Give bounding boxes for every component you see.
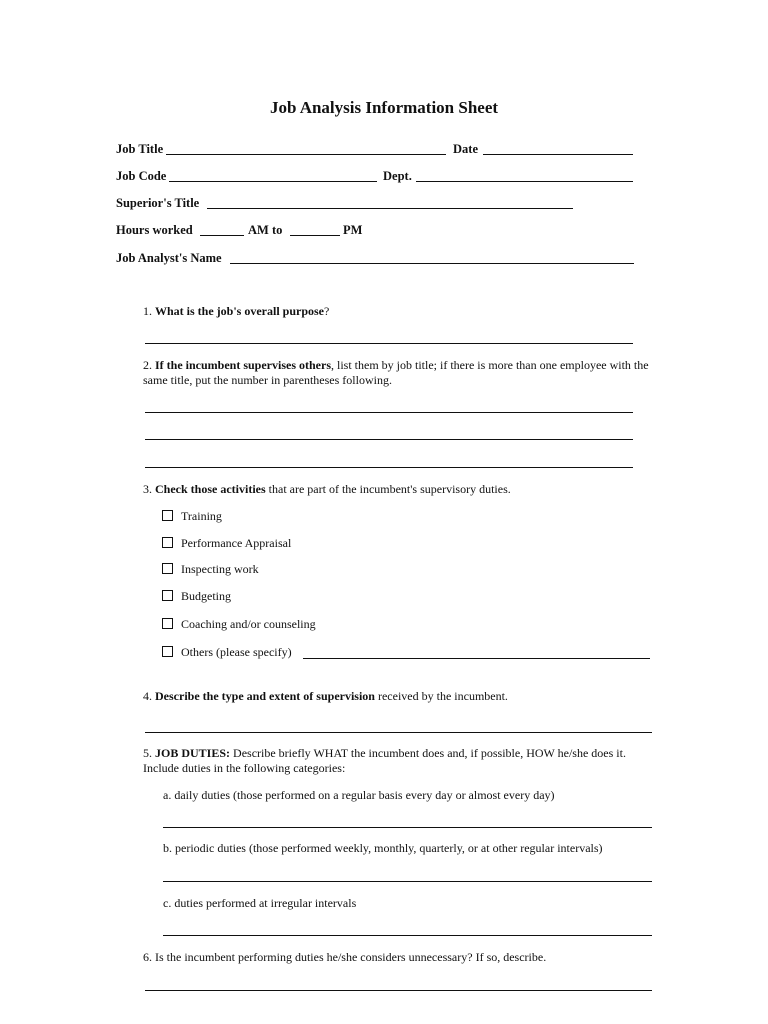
- answer-line[interactable]: [163, 935, 652, 936]
- hours-end-field[interactable]: [290, 235, 340, 236]
- checkbox-performance-appraisal[interactable]: Performance Appraisal: [162, 536, 291, 551]
- duties-periodic-label: b. periodic duties (those performed weekly, monthly, quarterly, or at other regular intervals): [163, 841, 603, 855]
- checkbox-training[interactable]: Training: [162, 509, 222, 524]
- answer-line[interactable]: [145, 412, 633, 413]
- page-title: Job Analysis Information Sheet: [269, 98, 499, 117]
- answer-line[interactable]: [145, 467, 633, 468]
- analyst-name-label: Job Analyst's Name: [116, 251, 222, 265]
- duties-irregular-label: c. duties performed at irregular intervals: [163, 896, 357, 910]
- question-3: 3. Check those activities that are part of the incumbent's supervisory duties.: [143, 482, 511, 496]
- date-field[interactable]: [483, 154, 633, 155]
- answer-line[interactable]: [145, 343, 633, 344]
- checkbox-icon[interactable]: [162, 646, 173, 657]
- answer-line[interactable]: [145, 439, 633, 440]
- am-to-label: AM to: [248, 223, 283, 237]
- checkbox-icon[interactable]: [162, 590, 173, 601]
- date-label: Date: [453, 142, 478, 156]
- checkbox-inspecting-work[interactable]: Inspecting work: [162, 562, 259, 577]
- checkbox-icon[interactable]: [162, 537, 173, 548]
- question-6: 6. Is the incumbent performing duties he/she considers unnecessary? If so, describe.: [143, 950, 547, 964]
- answer-line[interactable]: [145, 990, 652, 991]
- checkbox-others[interactable]: Others (please specify): [162, 645, 292, 660]
- others-specify-field[interactable]: [303, 658, 650, 659]
- job-code-label: Job Code: [116, 169, 167, 183]
- question-2: 2. If the incumbent supervises others, list them by job title; if there is more than one employee with the same title, put the number in parentheses following.: [143, 358, 649, 387]
- question-1: 1. What is the job's overall purpose?: [143, 304, 330, 318]
- dept-label: Dept.: [383, 169, 412, 183]
- superiors-title-field[interactable]: [207, 208, 573, 209]
- superiors-title-label: Superior's Title: [116, 196, 200, 210]
- hours-worked-label: Hours worked: [116, 223, 193, 237]
- checkbox-budgeting[interactable]: Budgeting: [162, 589, 231, 604]
- job-title-field[interactable]: [166, 154, 446, 155]
- checkbox-icon[interactable]: [162, 563, 173, 574]
- job-title-label: Job Title: [116, 142, 164, 156]
- pm-label: PM: [343, 223, 363, 237]
- answer-line[interactable]: [163, 881, 652, 882]
- duties-daily-label: a. daily duties (those performed on a regular basis every day or almost every day): [163, 788, 555, 802]
- question-5: 5. JOB DUTIES: Describe briefly WHAT the incumbent does and, if possible, HOW he/she does it. Include duties in the following categories:: [143, 746, 626, 775]
- hours-start-field[interactable]: [200, 235, 244, 236]
- checkbox-coaching[interactable]: Coaching and/or counseling: [162, 617, 316, 632]
- checkbox-icon[interactable]: [162, 510, 173, 521]
- question-4: 4. Describe the type and extent of supervision received by the incumbent.: [143, 689, 508, 703]
- dept-field[interactable]: [416, 181, 633, 182]
- answer-line[interactable]: [163, 827, 652, 828]
- job-code-field[interactable]: [169, 181, 377, 182]
- answer-line[interactable]: [145, 732, 652, 733]
- analyst-name-field[interactable]: [230, 263, 634, 264]
- checkbox-icon[interactable]: [162, 618, 173, 629]
